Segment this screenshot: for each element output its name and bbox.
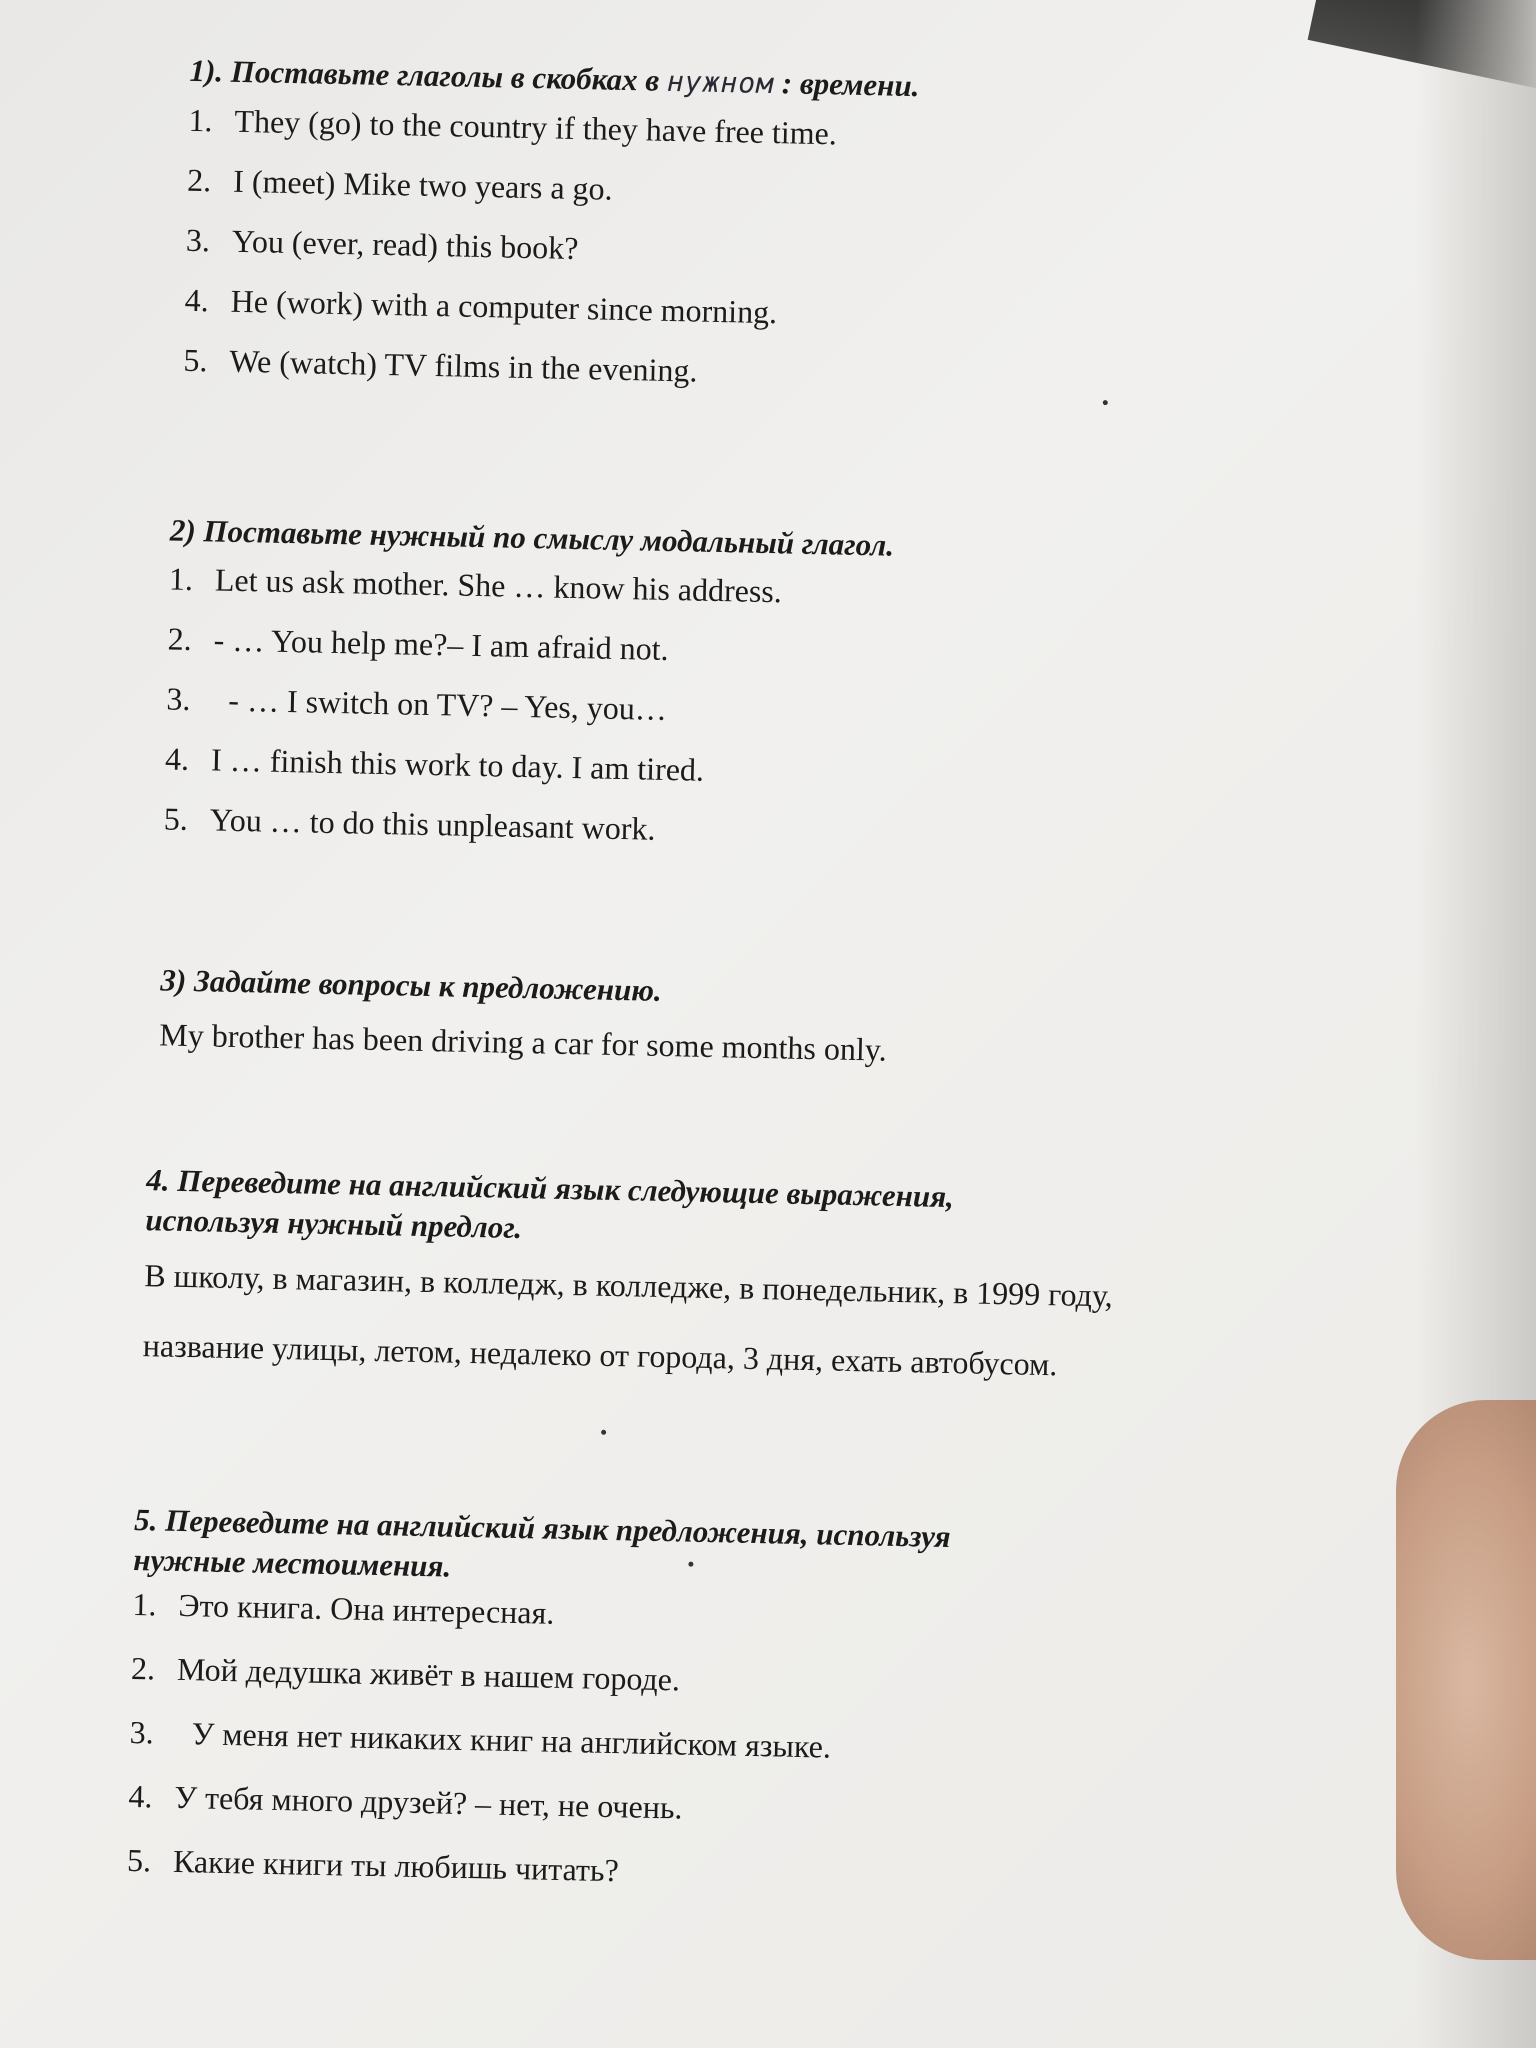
item-number: 1.: [188, 101, 213, 139]
section-1: [183, 51, 920, 415]
section-2-list: [163, 559, 893, 854]
section-1-heading: [189, 51, 920, 107]
item-text: Это книга. Она интересная.: [178, 1586, 555, 1631]
item-number: 2.: [130, 1649, 156, 1687]
item-number: 2.: [167, 620, 193, 657]
section-3-heading: 3) Задайте вопросы к предложению.: [160, 962, 663, 1008]
worksheet-paper: [110, 50, 1230, 1972]
ink-speck: [601, 1430, 606, 1435]
item-text: У меня нет никаких книг на английском языке.: [175, 1714, 832, 1765]
item-text: You (ever, read) this book?: [231, 222, 579, 267]
section-4-heading-line-1: 4. Переведите на английский язык следующие выражения,: [145, 1162, 955, 1215]
item-number: 5.: [183, 341, 208, 379]
section-1-heading-handwritten: нужном: [666, 64, 775, 101]
item-text: We (watch) TV films in the evening.: [229, 342, 698, 389]
list-item: [183, 340, 914, 395]
ink-speck: [1103, 400, 1108, 405]
list-item: [131, 1648, 948, 1705]
section-5: [126, 1500, 951, 1921]
section-3-sentence: My brother has been driving a car for some months only.: [159, 1016, 888, 1068]
section-4-heading-line-2: используя нужный предлог.: [145, 1202, 523, 1246]
list-item: [188, 100, 919, 155]
hand-thumb: [1396, 1400, 1536, 1960]
list-item: [128, 1776, 945, 1833]
item-text: Мой дедушка живёт в нашем городе.: [176, 1650, 681, 1698]
item-text: - … You help me?– I am afraid not.: [213, 621, 669, 667]
ink-speck: [688, 1562, 693, 1567]
section-4: [142, 1160, 1186, 1402]
section-5-heading-line-2: нужные местоимения.: [133, 1541, 452, 1584]
item-text: Какие книги ты любишь читать?: [172, 1842, 620, 1889]
item-number: 1.: [168, 560, 194, 598]
item-text: I … finish this work to day. I am tired.: [210, 741, 705, 788]
section-2-heading: 2) Поставьте нужный по смыслу модальный глагол.: [169, 512, 895, 563]
item-text: He (work) with a computer since morning.: [230, 282, 778, 331]
item-number: 5.: [126, 1841, 152, 1879]
list-item: [187, 160, 918, 215]
list-item: [166, 678, 891, 733]
item-number: 3.: [166, 680, 191, 717]
list-item: [165, 738, 890, 793]
section-1-heading-prefix: 1). Поставьте глаголы в скобках в: [189, 52, 668, 98]
list-item: [167, 619, 892, 674]
section-5-list: [127, 1584, 950, 1897]
item-number: 4.: [184, 281, 210, 319]
item-text: У тебя много друзей? – нет, не очень.: [174, 1778, 683, 1826]
item-number: 5.: [163, 800, 189, 837]
item-text: You … to do this unpleasant work.: [209, 801, 656, 847]
item-text: Let us ask mother. She … know his address.: [214, 561, 783, 610]
section-3: [159, 960, 888, 1069]
section-2: [163, 511, 894, 874]
list-item: [186, 220, 917, 275]
item-number: 1.: [132, 1585, 157, 1623]
item-number: 3.: [185, 221, 211, 259]
section-4-body: В школу, в магазин, в колледж, в колледже, в понедельник, в 1999 году, название улицы, летом, недалеко от города, 3 дня, ехать автобусом.: [142, 1257, 1114, 1383]
item-text: I (meet) Mike two years a go.: [232, 162, 613, 207]
list-item: [163, 798, 888, 853]
item-number: 2.: [186, 161, 212, 199]
item-number: 4.: [164, 740, 190, 777]
item-number: 3.: [129, 1713, 155, 1751]
item-text: They (go) to the country if they have free time.: [234, 102, 838, 152]
list-item: [127, 1840, 944, 1897]
item-text: - … I switch on TV? – Yes, you…: [212, 681, 668, 727]
list-item: [169, 559, 894, 614]
list-item: [184, 280, 915, 335]
item-number: 4.: [128, 1777, 153, 1815]
section-1-heading-suffix: : времени.: [773, 65, 920, 104]
section-1-list: [183, 100, 919, 395]
section-5-heading-line-1: 5. Переведите на английский язык предложения, используя: [133, 1501, 951, 1555]
list-item: [129, 1712, 946, 1769]
